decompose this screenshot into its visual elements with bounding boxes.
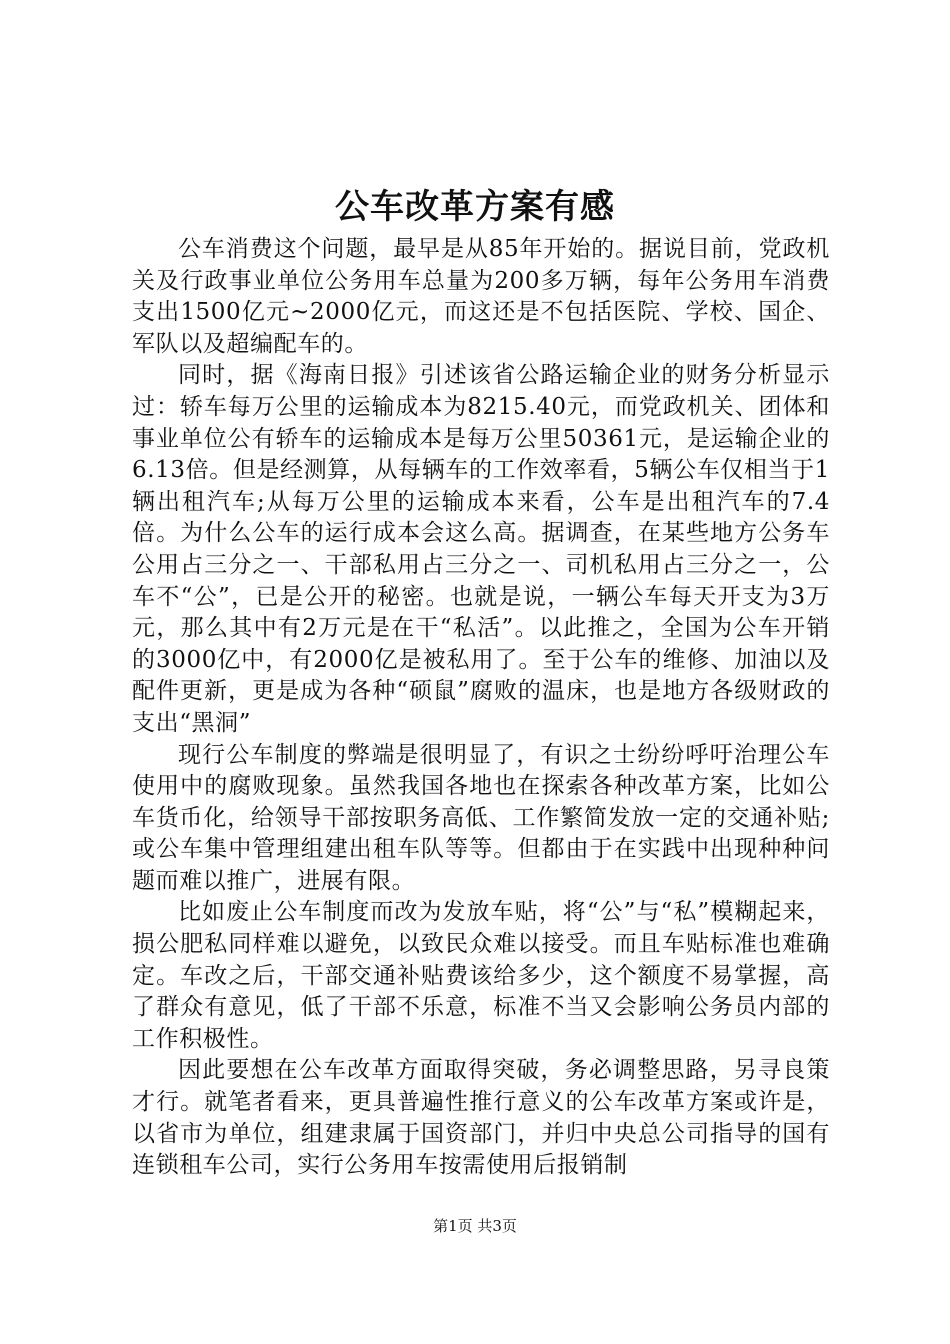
paragraph: 公车消费这个问题，最早是从85年开始的。据说目前，党政机关及行政事业单位公务用车总量为200多万辆，每年公务用车消费支出1500亿元~2000亿元，而这还是不包括医院、学校、国企、军队以及超编配车的。: [132, 236, 830, 357]
document-body: [132, 234, 830, 1182]
document-title: 公车改革方案有感: [335, 187, 615, 227]
page-footer: 第1页 共3页: [433, 1217, 517, 1235]
paragraph: 比如废止公车制度而改为发放车贴，将“公”与“私”模糊起来，损公肥私同样难以避免，以致民众难以接受。而且车贴标准也难确定。车改之后，干部交通补贴费该给多少，这个额度不易掌握，高了群众有意见，低了干部不乐意，标准不当又会影响公务员内部的工作积极性。: [132, 899, 830, 1052]
paragraph: 现行公车制度的弊端是很明显了，有识之士纷纷呼吁治理公车使用中的腐败现象。虽然我国各地也在探索各种改革方案，比如公车货币化，给领导干部按职务高低、工作繁简发放一定的交通补贴;或公车集中管理组建出租车队等等。但都由于在实践中出现种种问题而难以推广，进展有限。: [132, 741, 830, 894]
paragraph: 同时，据《海南日报》引述该省公路运输企业的财务分析显示过：轿车每万公里的运输成本为8215.40元，而党政机关、团体和事业单位公有轿车的运输成本是每万公里50361元，是运输企业的6.13倍。但是经测算，从每辆车的工作效率看，5辆公车仅相当于1辆出租汽车;从每万公里的运输成本来看，公车是出租汽车的7.4倍。为什么公车的运行成本会这么高。据调查，在某些地方公务车公用占三分之一、干部私用占三分之一、司机私用占三分之一，公车不“公”，已是公开的秘密。也就是说，一辆公车每天开支为3万元，那么其中有2万元是在干“私活”。以此推之，全国为公车开销的3000亿中，有2000亿是被私用了。至于公车的维修、加油以及配件更新，更是成为各种“硕鼠”腐败的温床，也是地方各级财政的支出“黑洞”: [132, 362, 830, 736]
paragraph: 因此要想在公车改革方面取得突破，务必调整思路，另寻良策才行。就笔者看来，更具普遍性推行意义的公车改革方案或许是，以省市为单位，组建隶属于国资部门，并归中央总公司指导的国有连锁租车公司，实行公务用车按需使用后报销制: [132, 1057, 830, 1179]
